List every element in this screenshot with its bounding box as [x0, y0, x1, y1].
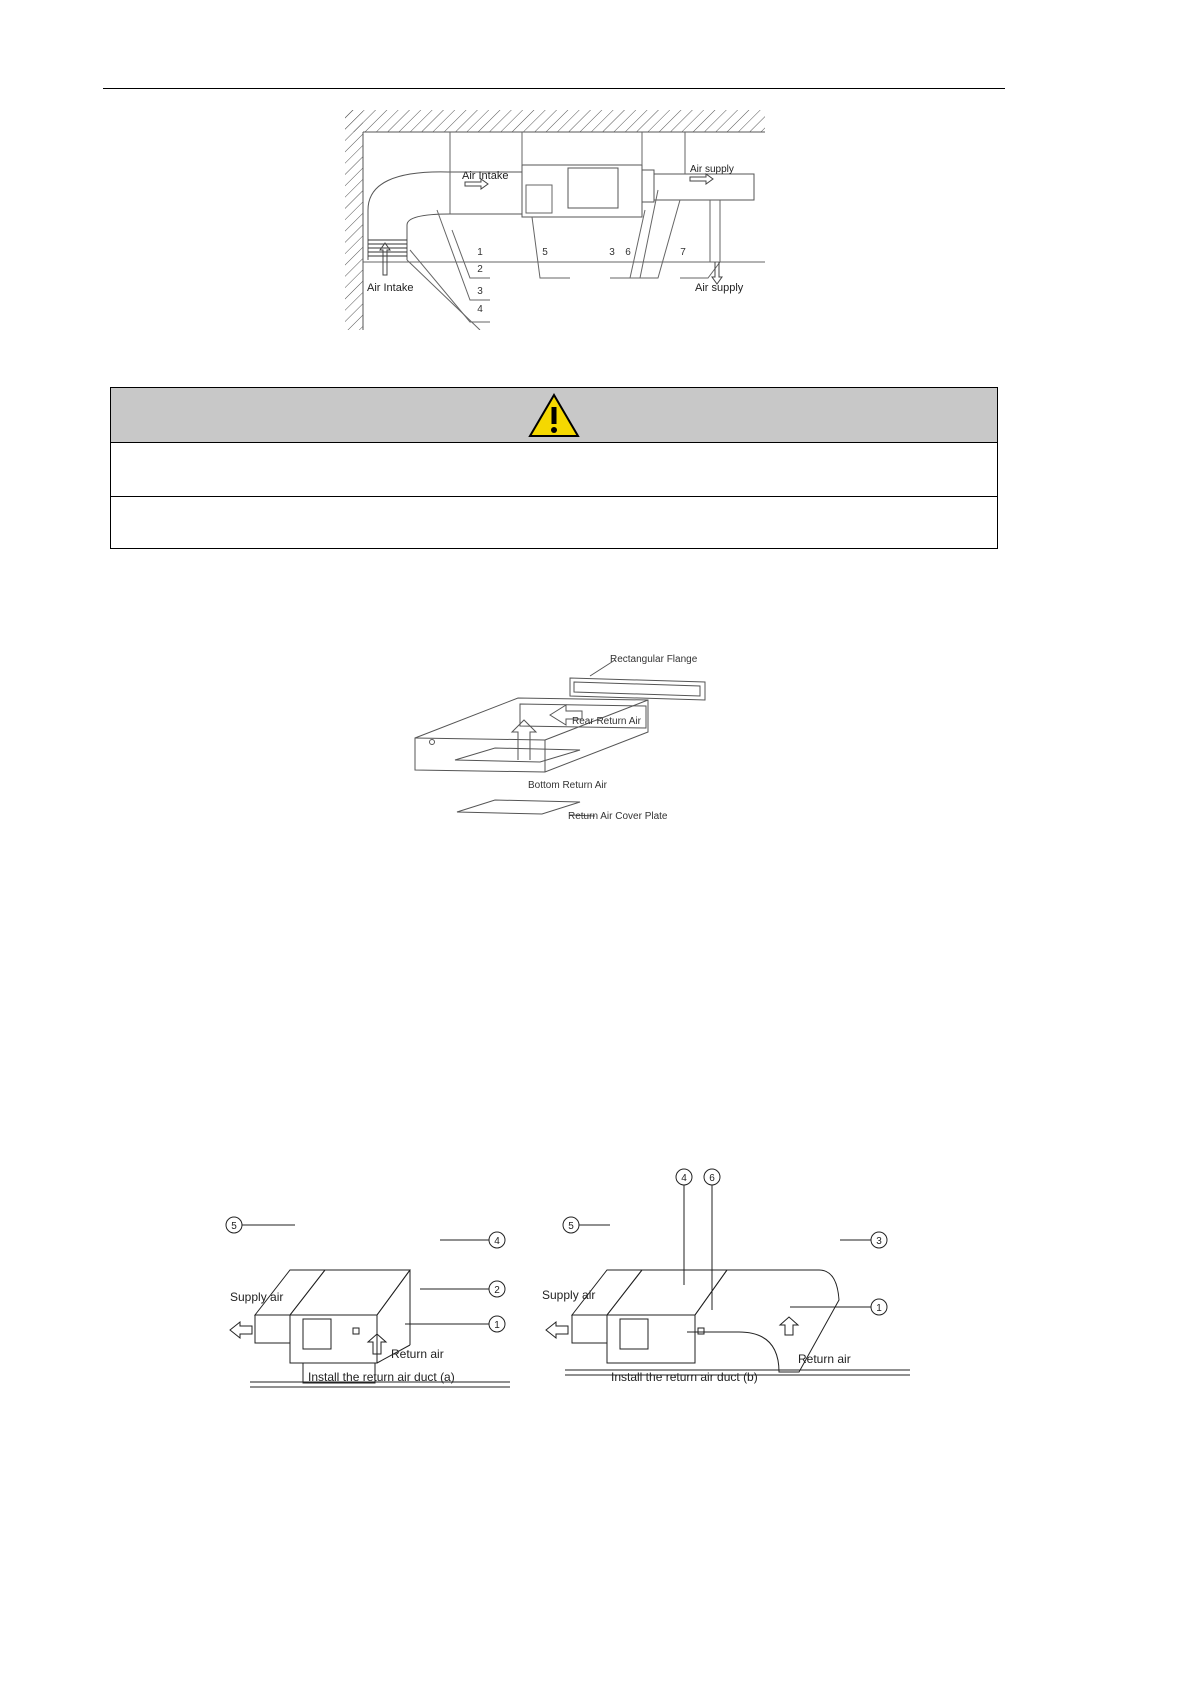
warning-table	[110, 387, 998, 549]
warning-row	[111, 443, 997, 497]
label-supply-air-b: Supply air	[542, 1288, 596, 1302]
caption-a: Install the return air duct (a)	[308, 1370, 455, 1384]
duct-installation-diagram	[340, 100, 770, 330]
label-return-air-a: Return air	[391, 1347, 444, 1361]
return-air-options-diagram	[400, 640, 720, 830]
caption-b: Install the return air duct (b)	[611, 1370, 758, 1384]
callout-3: 3	[477, 286, 483, 297]
callout-2a: 2	[494, 1285, 500, 1296]
return-air-duct-installation-diagrams	[210, 1160, 910, 1390]
label-air-supply-bottom: Air supply	[695, 282, 744, 294]
callout-6: 6	[625, 247, 631, 258]
callout-6b: 6	[709, 1173, 715, 1184]
callout-3b: 3	[876, 1236, 882, 1247]
callout-1a: 1	[494, 1320, 500, 1331]
label-return-air-b: Return air	[798, 1352, 851, 1366]
label-supply-air-a: Supply air	[230, 1290, 284, 1304]
callout-2: 2	[477, 264, 483, 275]
callout-5b: 5	[568, 1221, 574, 1232]
callout-4: 4	[477, 304, 483, 315]
label-return-air-cover-plate: Return Air Cover Plate	[568, 811, 668, 822]
label-rear-return-air: Rear Return Air	[572, 716, 641, 727]
callout-4b: 4	[681, 1173, 687, 1184]
callout-1b: 1	[876, 1303, 882, 1314]
callout-1: 1	[477, 247, 483, 258]
label-air-supply-duct: Air supply	[690, 164, 734, 175]
warning-row	[111, 497, 997, 550]
callout-3b: 3	[609, 247, 615, 258]
warning-header	[111, 388, 997, 443]
callout-5: 5	[542, 247, 548, 258]
label-bottom-return-air: Bottom Return Air	[528, 780, 607, 791]
label-air-intake-duct: Air Intake	[462, 170, 509, 182]
callout-7: 7	[680, 247, 686, 258]
label-air-intake-bottom: Air Intake	[367, 282, 414, 294]
callout-4a: 4	[494, 1236, 500, 1247]
label-rectangular-flange: Rectangular Flange	[610, 654, 698, 665]
callout-5a: 5	[231, 1221, 237, 1232]
warning-triangle-icon	[528, 392, 580, 438]
header-rule	[103, 88, 1005, 89]
